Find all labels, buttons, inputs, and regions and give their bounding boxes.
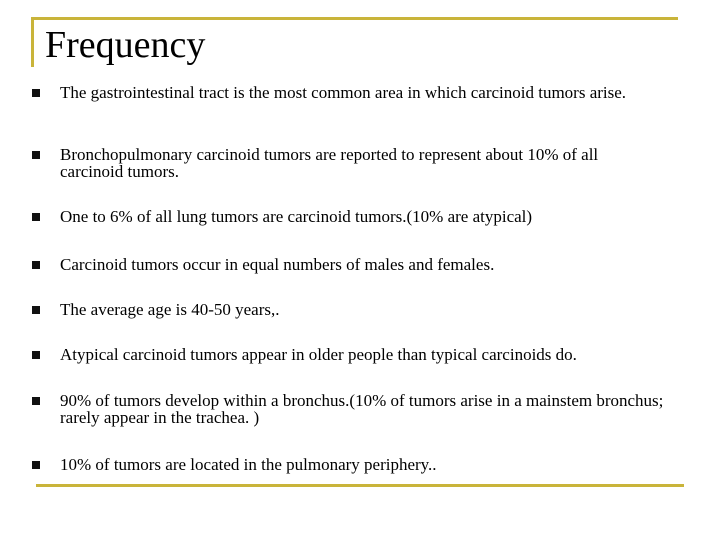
square-bullet-icon (32, 461, 40, 469)
bullet-text: Carcinoid tumors occur in equal numbers of males and females. (60, 255, 495, 274)
square-bullet-icon (32, 213, 40, 221)
square-bullet-icon (32, 89, 40, 97)
square-bullet-icon (32, 306, 40, 314)
bullet-text: The average age is 40-50 years,. (60, 300, 280, 319)
square-bullet-icon (32, 351, 40, 359)
square-bullet-icon (32, 151, 40, 159)
bullet-text: 10% of tumors are located in the pulmonary periphery.. (60, 455, 437, 474)
square-bullet-icon (32, 397, 40, 405)
bullet-text: 90% of tumors develop within a bronchus.(10% of tumors arise in a mainstem bronchus; rarely appear in the trachea. ) (60, 391, 664, 427)
bullet-text: Bronchopulmonary carcinoid tumors are reported to represent about 10% of all carcinoid tumors. (60, 145, 599, 181)
slide-title: Frequency (45, 24, 206, 66)
frame-bottom-line (36, 484, 684, 487)
bullet-text: Atypical carcinoid tumors appear in older people than typical carcinoids do. (60, 345, 577, 364)
square-bullet-icon (32, 261, 40, 269)
bullet-text: The gastrointestinal tract is the most common area in which carcinoid tumors arise. (60, 83, 627, 102)
bullet-text: One to 6% of all lung tumors are carcinoid tumors.(10% are atypical) (60, 207, 533, 226)
